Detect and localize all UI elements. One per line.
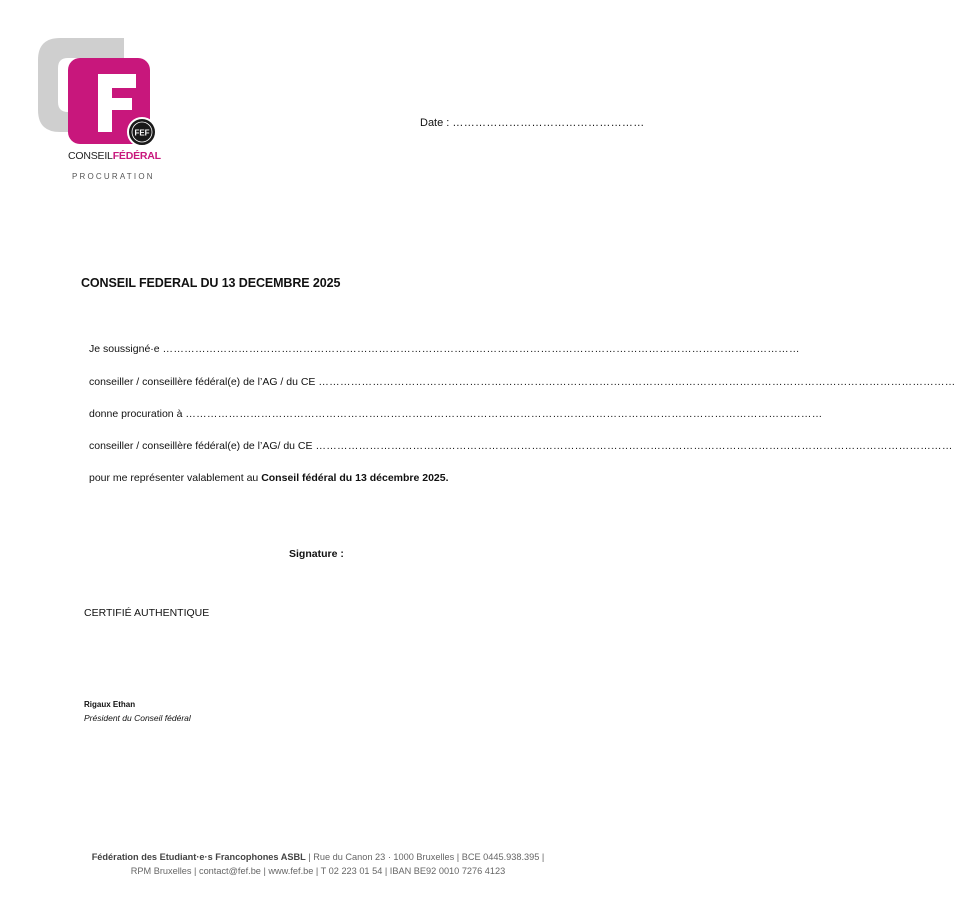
footer-line-2: RPM Bruxelles | contact@fef.be | www.fef.be | T 02 223 01 54 | IBAN BE92 0010 7276 4123 <box>130 866 506 876</box>
signer-role: Président du Conseil fédéral <box>84 713 191 723</box>
page-title: CONSEIL FEDERAL DU 13 DECEMBRE 2025 <box>81 276 341 290</box>
form-line-conseiller-1 <box>89 376 956 388</box>
footer-address: | Rue du Canon 23 · 1000 Bruxelles | BCE 0445.938.395 | <box>305 852 545 862</box>
form-dots: …………………………………………………………………………………………………………………………………………………………… <box>185 408 823 420</box>
date-field <box>420 117 645 129</box>
form-label: conseiller / conseillère fédéral(e) de l’AG/ du CE <box>89 440 313 452</box>
form-text: pour me représenter valablement au <box>89 472 259 484</box>
logo-wordmark <box>68 150 161 162</box>
form-line-representation <box>89 472 449 484</box>
footer-line-1 <box>0 850 636 864</box>
form-label: donne procuration à <box>89 408 183 420</box>
fef-badge-text: FEF <box>134 128 150 138</box>
form-label: conseiller / conseillère fédéral(e) de l’AG / du CE <box>89 376 316 388</box>
form-line-soussigne <box>89 343 800 355</box>
logo-word-federal: FÉDÉRAL <box>112 150 161 162</box>
footer <box>0 850 636 878</box>
form-dots: …………………………………………………………………………………………………………………………………………………………… <box>315 440 953 452</box>
form-text-bold: Conseil fédéral du 13 décembre 2025. <box>261 472 449 484</box>
form-label: Je soussigné·e <box>89 343 160 355</box>
form-dots: …………………………………………………………………………………………………………………………………………………………… <box>318 376 956 388</box>
date-label: Date : <box>420 117 450 129</box>
logo-subtitle: PROCURATION <box>72 172 155 181</box>
date-dots: …………………………………………… <box>452 117 645 129</box>
signer-name: Rigaux Ethan <box>84 700 136 709</box>
footer-org: Fédération des Etudiant·e·s Francophones ASBL <box>91 852 306 862</box>
cf-logo-graphic <box>38 38 156 150</box>
signature-label: Signature : <box>289 548 344 560</box>
form-dots: …………………………………………………………………………………………………………………………………………………………… <box>162 343 800 355</box>
certified-label: CERTIFIÉ AUTHENTIQUE <box>84 607 210 619</box>
form-line-procuration <box>89 408 823 420</box>
cf-logo <box>38 38 156 150</box>
form-line-conseiller-2 <box>89 440 953 452</box>
logo-word-conseil: CONSEIL <box>68 150 113 162</box>
